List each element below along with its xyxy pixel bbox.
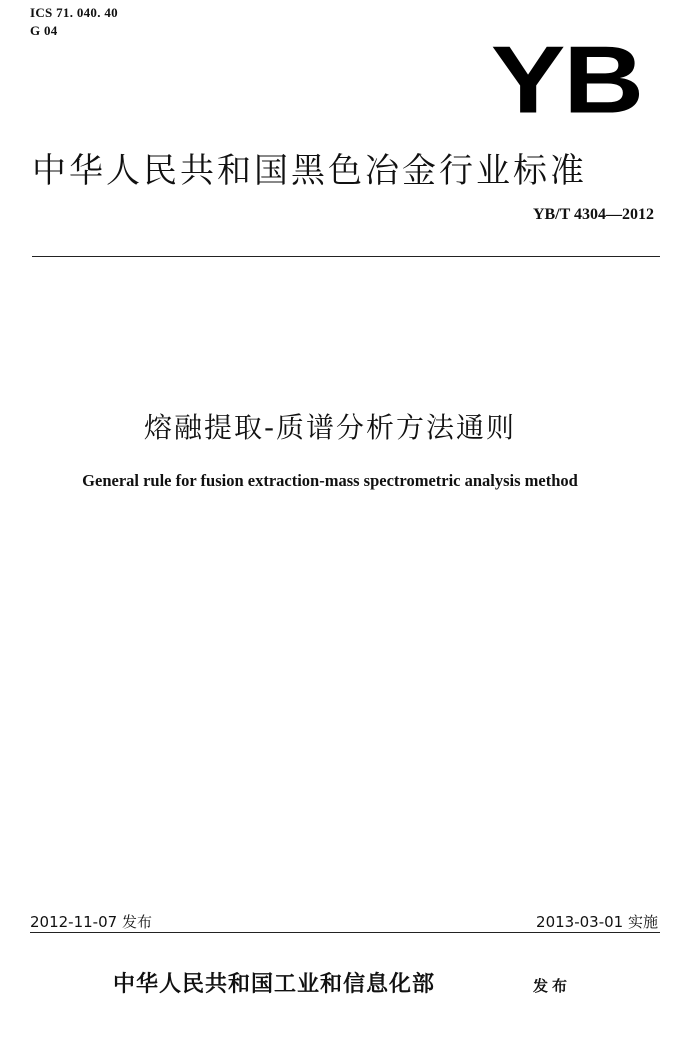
document-title-english: General rule for fusion extraction-mass spectrometric analysis method xyxy=(82,471,578,490)
yb-logo: YB xyxy=(490,26,642,134)
classification-code: G 04 xyxy=(30,23,58,38)
industry-standard-title: 中华人民共和国黑色冶金行业标准 xyxy=(32,151,587,191)
issue-date: 2012-11-07 发布 xyxy=(30,913,152,931)
ics-code: ICS 71. 040. 40 xyxy=(30,5,118,20)
header-divider xyxy=(32,256,660,257)
footer-divider xyxy=(30,932,660,933)
standard-number: YB/T 4304—2012 xyxy=(532,206,654,223)
issue-action-label: 发布 xyxy=(533,977,572,995)
implementation-date: 2013-03-01 实施 xyxy=(536,913,658,931)
issuing-authority: 中华人民共和国工业和信息化部 xyxy=(113,971,436,997)
document-title-chinese: 熔融提取-质谱分析方法通则 xyxy=(143,411,517,444)
